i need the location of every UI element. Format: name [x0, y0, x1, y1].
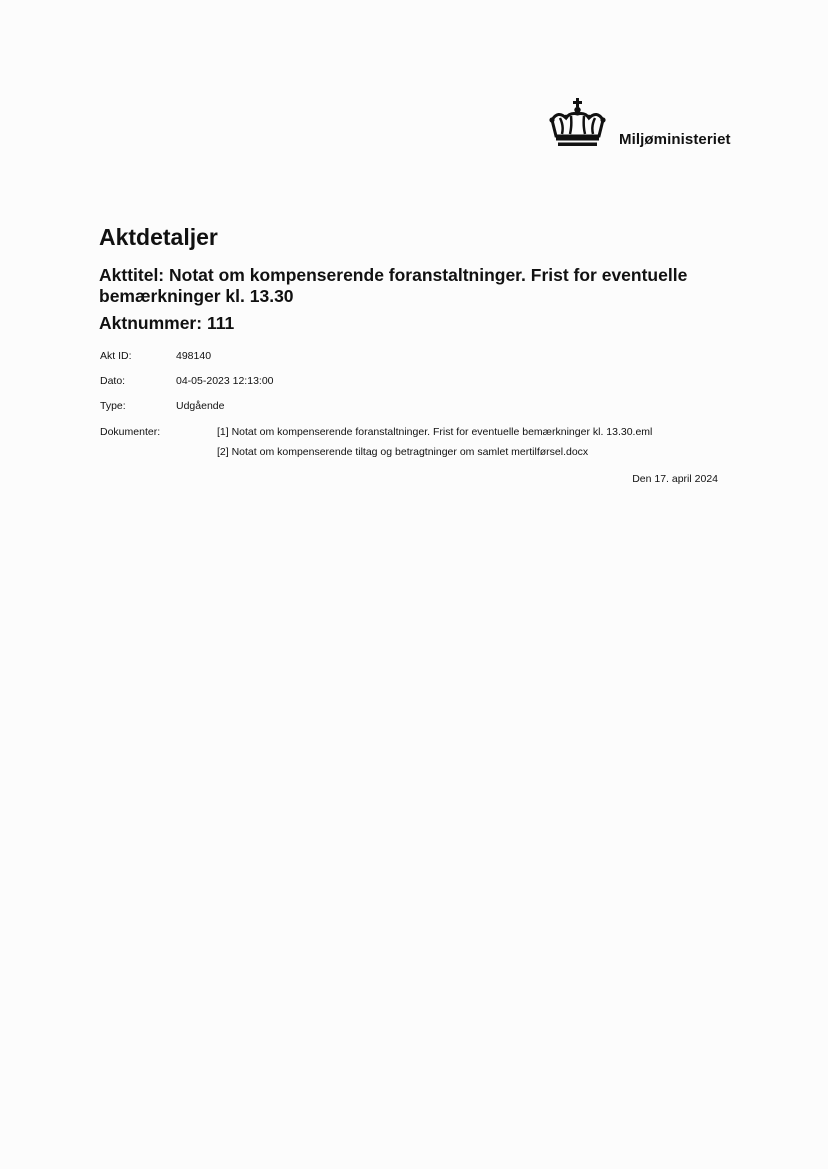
akt-title-label: Akttitel: — [99, 265, 165, 285]
crown-icon — [548, 96, 608, 148]
ministry-name: Miljøministeriet — [619, 131, 731, 148]
page-title: Aktdetaljer — [99, 224, 218, 250]
document-item: [1] Notat om kompenserende foranstaltninger. Frist for eventuelle bemærkninger kl. 13.30.eml — [217, 426, 653, 438]
document-item: [2] Notat om kompenserende tiltag og betragtninger om samlet mertilførsel.docx — [217, 446, 589, 458]
dokumenter-label: Dokumenter: — [100, 426, 161, 438]
akt-number-value: 111 — [206, 313, 235, 333]
akt-title-value: Notat om kompenserende foranstaltninger. Frist for eventuelle bemærkninger kl. 13.30 — [99, 265, 688, 306]
akt-title — [99, 265, 759, 307]
dato-value: 04-05-2023 12:13:00 — [176, 375, 274, 387]
type-value: Udgående — [176, 400, 225, 412]
akt-number — [99, 313, 234, 334]
akt-id-label: Akt ID: — [100, 350, 132, 362]
akt-id-value: 498140 — [176, 350, 212, 362]
type-label: Type: — [100, 400, 126, 412]
akt-number-label: Aktnummer: — [99, 313, 203, 333]
dato-label: Dato: — [100, 375, 126, 387]
document-date: Den 17. april 2024 — [632, 473, 718, 485]
ministry-logo — [548, 96, 748, 152]
